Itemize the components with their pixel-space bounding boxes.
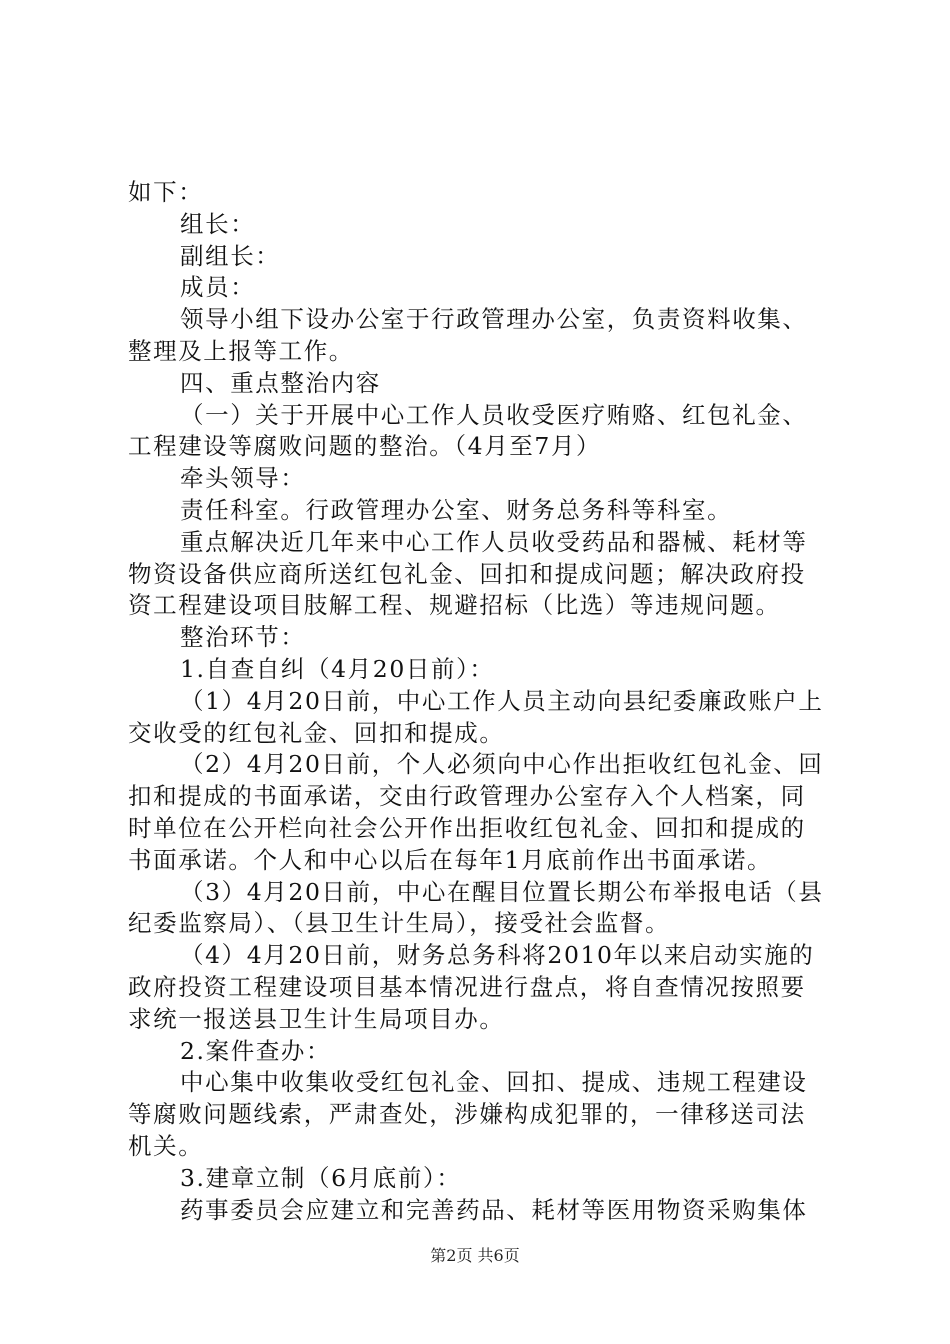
text-line: 物资设备供应商所送红包礼金、回扣和提成问题；解决政府投 xyxy=(128,559,806,588)
text-line: 交收受的红包礼金、回扣和提成。 xyxy=(128,718,505,747)
text-line: 副组长： xyxy=(180,241,281,270)
text-line: （1）4月20日前，中心工作人员主动向县纪委廉政账户上 xyxy=(180,686,824,715)
text-line: （3）4月20日前，中心在醒目位置长期公布举报电话（县 xyxy=(180,877,824,906)
text-line: 书面承诺。个人和中心以后在每年1月底前作出书面承诺。 xyxy=(128,845,773,874)
text-line: 求统一报送县卫生计生局项目办。 xyxy=(128,1004,505,1033)
text-line: 药事委员会应建立和完善药品、耗材等医用物资采购集体 xyxy=(180,1195,808,1224)
text-line: 等腐败问题线索，严肃查处，涉嫌构成犯罪的，一律移送司法 xyxy=(128,1100,806,1129)
text-line: 纪委监察局）、（县卫生计生局），接受社会监督。 xyxy=(128,909,671,938)
text-line: 组长： xyxy=(180,209,256,238)
text-line: 1.自查自纠（4月20日前）： xyxy=(180,654,495,683)
text-line: 扣和提成的书面承诺，交由行政管理办公室存入个人档案，同 xyxy=(128,782,806,811)
text-line: 整理及上报等工作。 xyxy=(128,336,354,365)
text-line: 牵头领导： xyxy=(180,464,306,493)
text-line: 时单位在公开栏向社会公开作出拒收红包礼金、回扣和提成的 xyxy=(128,813,806,842)
text-line: 资工程建设项目肢解工程、规避招标（比选）等违规问题。 xyxy=(128,591,781,620)
text-line: 重点解决近几年来中心工作人员收受药品和器械、耗材等 xyxy=(180,527,808,556)
text-line: （2）4月20日前，个人必须向中心作出拒收红包礼金、回 xyxy=(180,750,824,779)
text-line: 整治环节： xyxy=(180,623,306,652)
text-line: 如下： xyxy=(128,178,204,206)
text-line: 3.建章立制（6月底前）： xyxy=(180,1163,462,1192)
text-line: 责任科室。行政管理办公室、财务总务科等科室。 xyxy=(180,495,733,524)
page-footer: 第2页 共6页 xyxy=(430,1246,520,1265)
text-line: 2.案件查办： xyxy=(180,1036,332,1065)
text-line: 四、重点整治内容 xyxy=(180,368,381,397)
document-body xyxy=(128,177,832,1226)
text-line: 政府投资工程建设项目基本情况进行盘点，将自查情况按照要 xyxy=(128,972,806,1001)
text-line: 中心集中收集收受红包礼金、回扣、提成、违规工程建设 xyxy=(180,1068,808,1097)
text-line: （一）关于开展中心工作人员收受医疗贿赂、红包礼金、 xyxy=(180,400,808,429)
text-line: 领导小组下设办公室于行政管理办公室，负责资料收集、 xyxy=(180,305,808,334)
text-line: 机关。 xyxy=(128,1131,204,1160)
text-line: （4）4月20日前，财务总务科将2010年以来启动实施的 xyxy=(180,941,815,970)
text-line: 成员： xyxy=(180,273,256,302)
text-line: 工程建设等腐败问题的整治。（4月至7月） xyxy=(128,432,602,461)
